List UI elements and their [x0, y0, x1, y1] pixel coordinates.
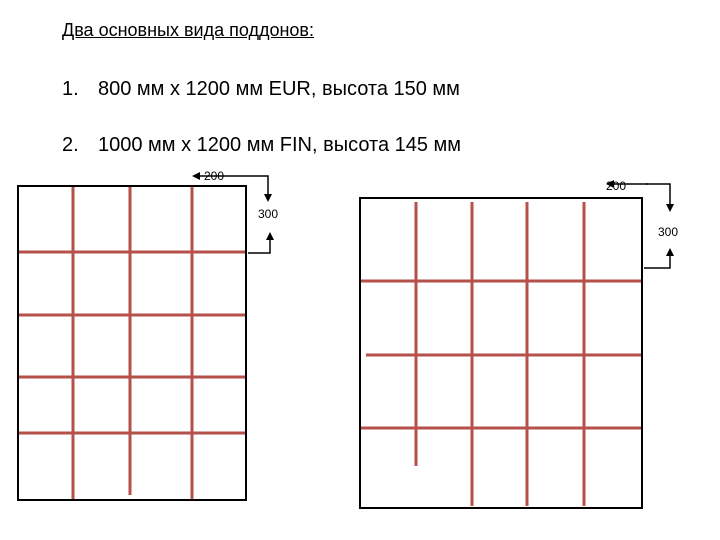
width-dimension-marker — [194, 169, 268, 200]
item-text: 800 мм х 1200 мм EUR, высота 150 мм — [98, 78, 460, 100]
item-number: 1. — [62, 78, 79, 100]
pallet-fin-grid — [360, 202, 642, 506]
item-text: 1000 мм х 1200 мм FIN, высота 145 мм — [98, 134, 462, 156]
pallet-eur-diagram — [18, 169, 278, 500]
depth-dimension-marker — [248, 207, 278, 253]
depth-dimension-label: 300 — [658, 225, 679, 239]
pallet-eur-grid — [18, 186, 246, 500]
depth-dimension-marker — [644, 225, 678, 268]
pallet-fin-outline — [360, 198, 642, 508]
width-dimension-label: 200 — [606, 179, 627, 193]
depth-dimension-label: 300 — [258, 207, 279, 221]
pallet-eur-outline — [18, 186, 246, 500]
width-dimension-marker — [606, 179, 670, 210]
page-title: Два основных вида поддонов: — [62, 20, 314, 40]
width-dimension-label: 200 — [204, 169, 225, 183]
item-number: 2. — [62, 134, 79, 156]
pallet-fin-diagram — [360, 179, 678, 508]
